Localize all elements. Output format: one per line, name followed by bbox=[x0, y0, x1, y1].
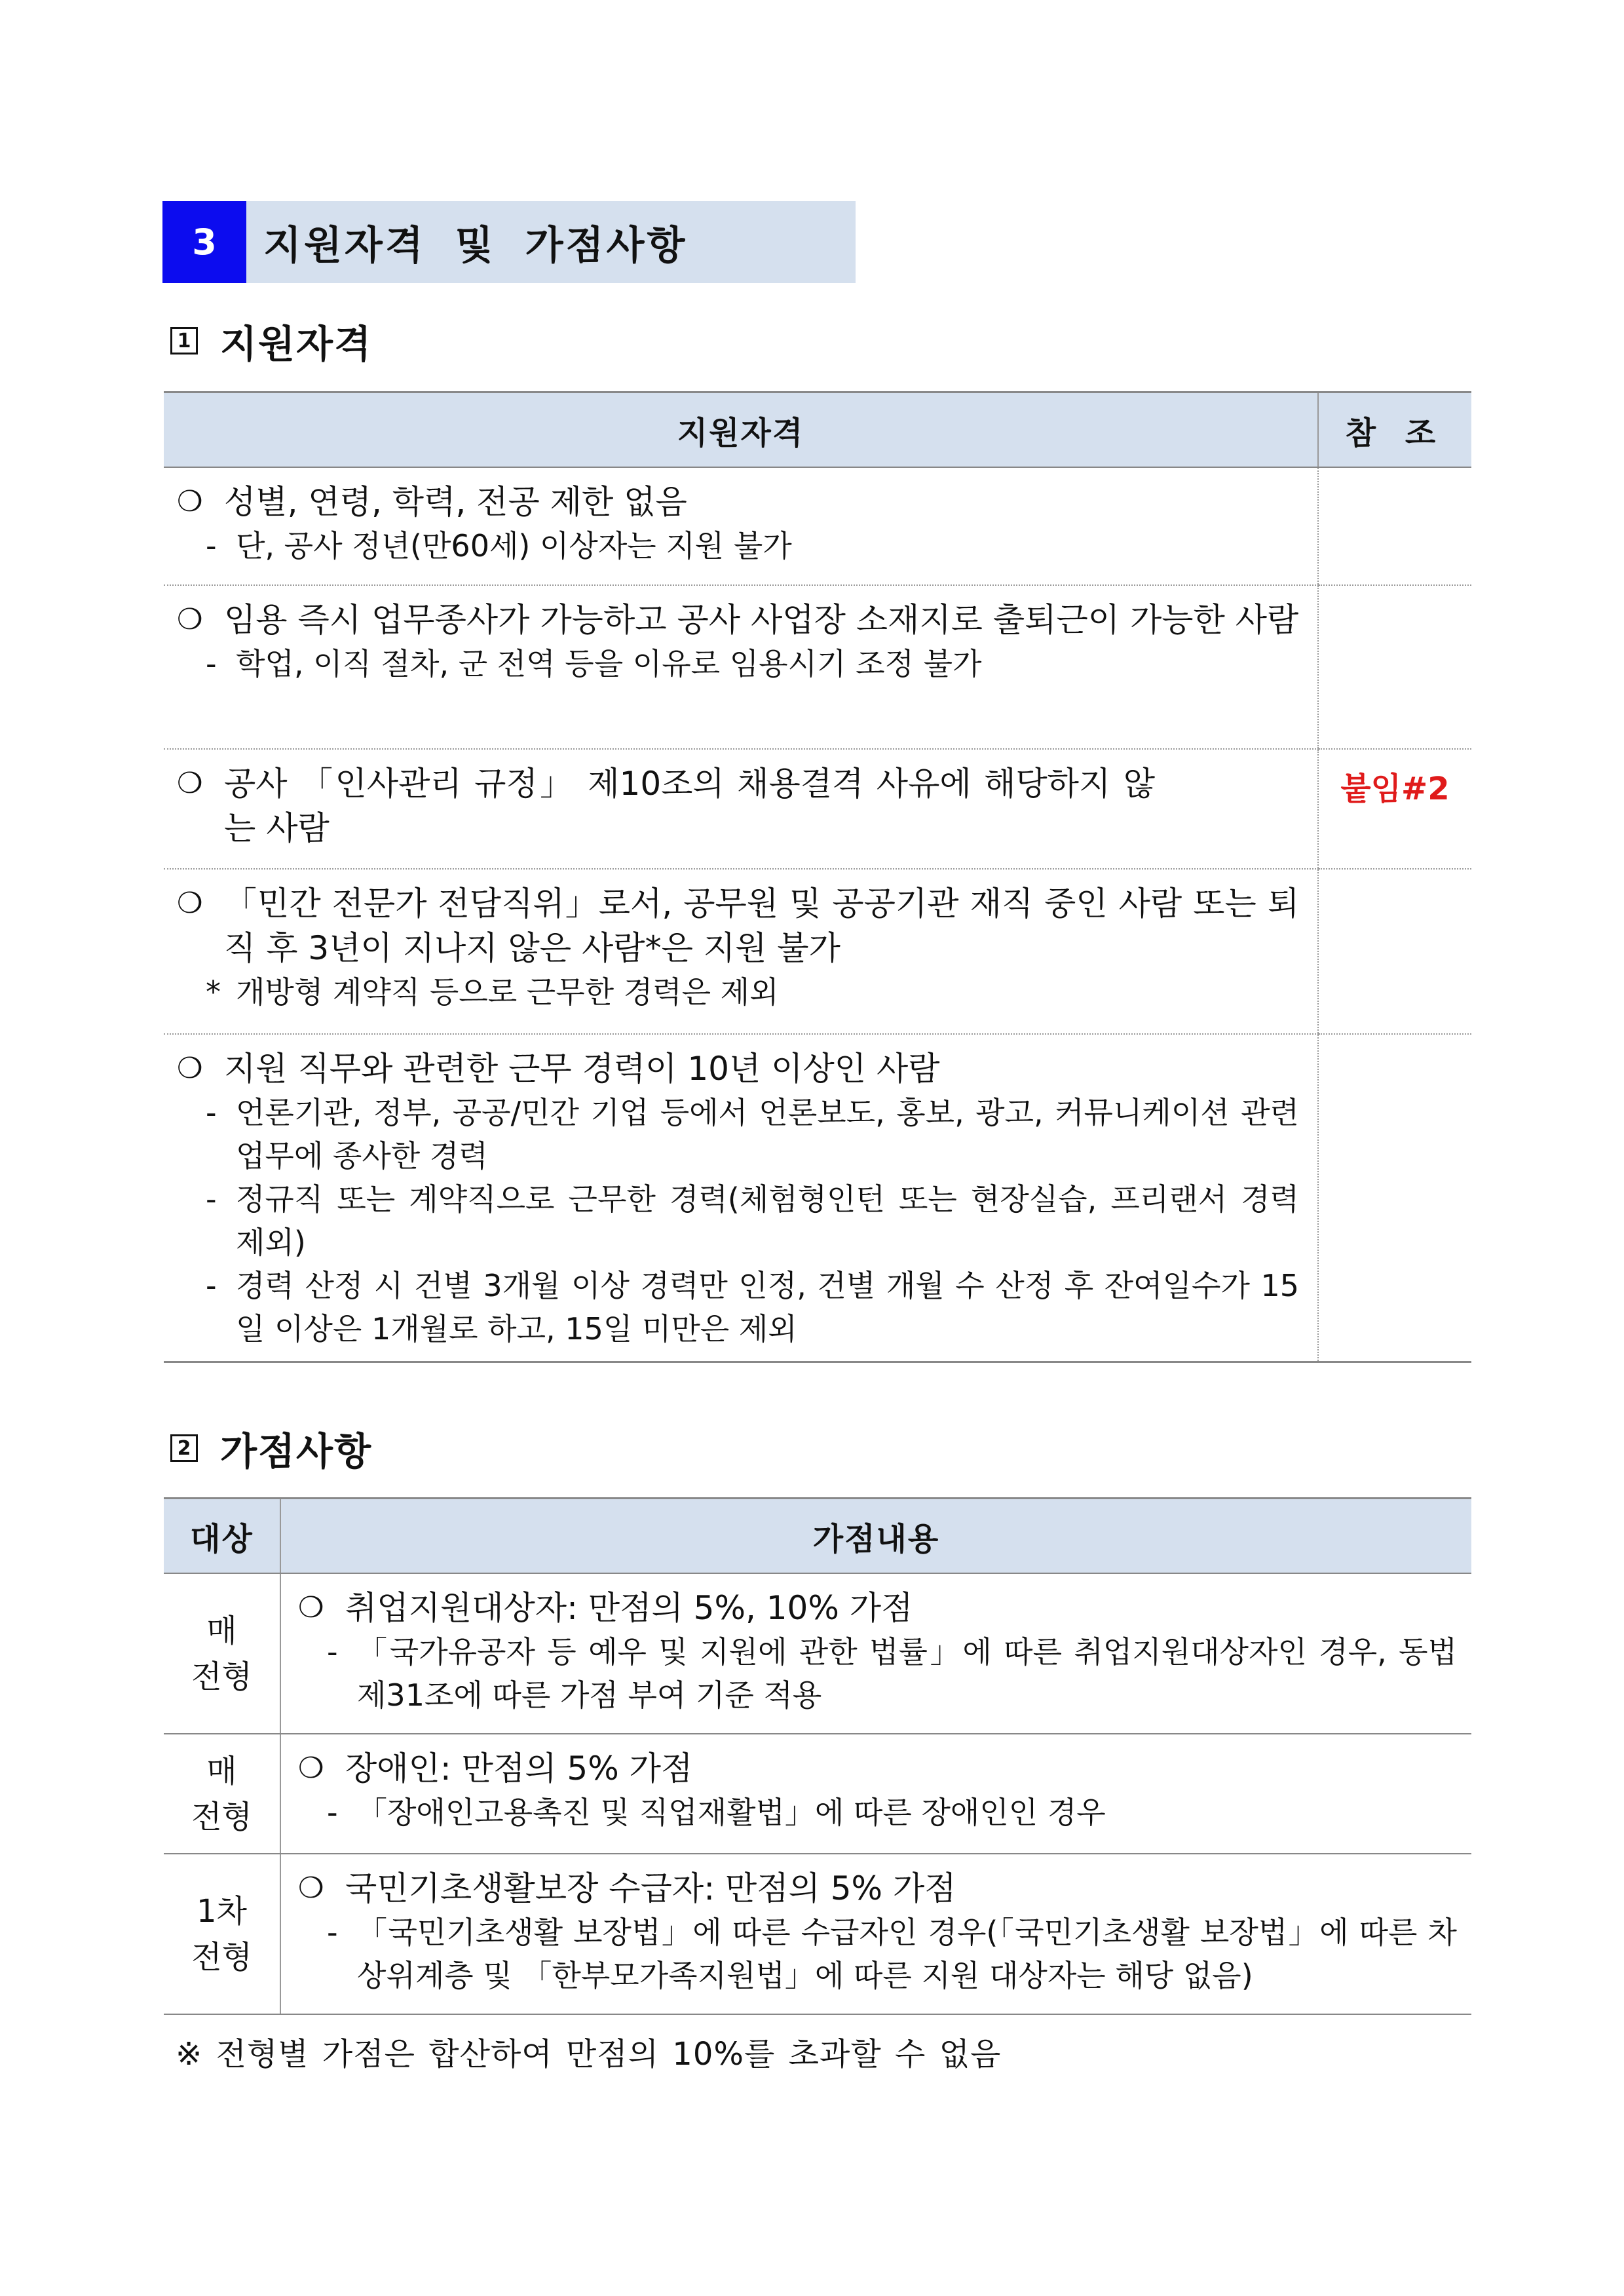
bonus-sub-text: 「국민기초생활 보장법」에 따른 수급자인 경우(「국민기초생활 보장법」에 따른 차상위계층 및 「한부모가족지원법」에 따른 지원 대상자는 해당 없음) bbox=[357, 1915, 1457, 1993]
reference-cell bbox=[1318, 869, 1471, 1034]
qualification-sub-text: 학업, 이직 절차, 군 전역 등을 이유로 임용시기 조정 불가 bbox=[236, 646, 982, 681]
qualifications-heading-text: 지원자격 bbox=[220, 322, 373, 366]
bonus-index-box: 2 bbox=[170, 1434, 198, 1462]
reference-cell bbox=[1318, 585, 1471, 749]
bullet-icon: ❍ bbox=[298, 1751, 324, 1785]
reference-text bbox=[1319, 468, 1471, 485]
sub-marker: - bbox=[206, 1268, 217, 1303]
footnote: ※ 전형별 가점은 합산하여 만점의 10%를 초과할 수 없음 bbox=[176, 2036, 1002, 2073]
bonus-target-line1: 매 bbox=[206, 1612, 237, 1649]
section-number: 3 bbox=[162, 201, 246, 283]
bonus-col-content: 가점내용 bbox=[280, 1499, 1471, 1574]
bonus-heading-text: 가점사항 bbox=[220, 1429, 373, 1474]
table-row bbox=[164, 467, 1471, 585]
qualification-sub-text: 단, 공사 정년(만60세) 이상자는 지원 불가 bbox=[236, 528, 792, 564]
bullet-icon: ❍ bbox=[177, 603, 203, 636]
bonus-target-line1: 매 bbox=[206, 1752, 237, 1789]
bullet-icon: ❍ bbox=[298, 1871, 324, 1905]
table-row bbox=[164, 585, 1471, 749]
table-row bbox=[164, 1573, 1471, 1734]
bullet-icon: ❍ bbox=[177, 1052, 203, 1085]
table-row bbox=[164, 869, 1471, 1034]
sub-marker: - bbox=[206, 1095, 217, 1130]
bonus-target-line1: 1차 bbox=[197, 1892, 247, 1930]
qualifications-col-main: 지원자격 bbox=[164, 392, 1318, 468]
bonus-main-text: 취업지원대상자: 만점의 5%, 10% 가점 bbox=[345, 1589, 913, 1627]
section-title: 지원자격 및 가점사항 bbox=[246, 201, 856, 283]
qualifications-heading bbox=[170, 313, 372, 368]
bonus-sub-text: 「장애인고용촉진 및 직업재활법」에 따른 장애인인 경우 bbox=[357, 1795, 1106, 1830]
bonus-target-cell bbox=[164, 1734, 280, 1854]
bonus-target-cell bbox=[164, 1854, 280, 2014]
sub-marker: * bbox=[206, 974, 221, 1010]
section-header bbox=[162, 201, 856, 283]
sub-marker: - bbox=[206, 528, 217, 564]
bonus-target-line2: 전형 bbox=[191, 1938, 252, 1976]
bullet-icon: ❍ bbox=[177, 887, 203, 920]
reference-text bbox=[1319, 586, 1471, 603]
reference-link-text: 붙임#2 bbox=[1340, 771, 1450, 807]
qualification-cell bbox=[164, 585, 1318, 749]
qualifications-col-ref: 참 조 bbox=[1318, 392, 1471, 468]
bullet-icon: ❍ bbox=[177, 767, 203, 800]
reference-cell bbox=[1318, 1034, 1471, 1362]
reference-cell bbox=[1318, 749, 1471, 869]
bonus-header-row bbox=[164, 1499, 1471, 1574]
qualification-sub-text: 개방형 계약직 등으로 근무한 경력은 제외 bbox=[236, 974, 779, 1010]
bonus-sub-text: 「국가유공자 등 예우 및 지원에 관한 법률」에 따른 취업지원대상자인 경우, 동법 제31조에 따른 가점 부여 기준 적용 bbox=[357, 1634, 1457, 1713]
sub-marker: - bbox=[206, 1181, 217, 1217]
qualifications-index-box: 1 bbox=[170, 327, 198, 354]
qualification-cell bbox=[164, 869, 1318, 1034]
qualification-sub-text: 언론기관, 정부, 공공/민간 기업 등에서 언론보도, 홍보, 광고, 커뮤니케이션 관련 업무에 종사한 경력 bbox=[236, 1095, 1299, 1174]
sub-marker: - bbox=[327, 1915, 338, 1950]
qualification-cell bbox=[164, 467, 1318, 585]
sub-marker: - bbox=[206, 646, 217, 681]
qualification-cell bbox=[164, 749, 1318, 869]
reference-cell bbox=[1318, 467, 1471, 585]
bonus-content-cell bbox=[280, 1573, 1471, 1734]
table-row bbox=[164, 1034, 1471, 1362]
qualification-sub-text: 정규직 또는 계약직으로 근무한 경력(체험형인턴 또는 현장실습, 프리랜서 경력 제외) bbox=[236, 1181, 1299, 1260]
bonus-content-cell bbox=[280, 1734, 1471, 1854]
sub-marker: - bbox=[327, 1634, 338, 1670]
table-row bbox=[164, 1734, 1471, 1854]
qualification-main-text: 「민간 전문가 전담직위」로서, 공무원 및 공공기관 재직 중인 사람 또는 퇴직 후 3년이 지나지 않은 사람*은 지원 불가 bbox=[224, 885, 1299, 967]
qualification-sub-text: 경력 산정 시 건별 3개월 이상 경력만 인정, 건별 개월 수 산정 후 잔여일수가 15일 이상은 1개월로 하고, 15일 미만은 제외 bbox=[236, 1268, 1299, 1347]
reference-text bbox=[1319, 870, 1471, 887]
reference-text bbox=[1319, 1035, 1471, 1052]
qualification-main-text: 공사 「인사관리 규정」 제10조의 채용결격 사유에 해당하지 않는 사람 bbox=[224, 765, 1155, 847]
bonus-target-line2: 전형 bbox=[191, 1658, 252, 1695]
qualification-main-text: 성별, 연령, 학력, 전공 제한 없음 bbox=[224, 483, 687, 521]
bullet-icon: ❍ bbox=[177, 485, 203, 518]
bullet-icon: ❍ bbox=[298, 1591, 324, 1624]
bonus-target-cell bbox=[164, 1573, 280, 1734]
table-row bbox=[164, 1854, 1471, 2014]
bonus-content-cell bbox=[280, 1854, 1471, 2014]
qualification-main-text: 지원 직무와 관련한 근무 경력이 10년 이상인 사람 bbox=[224, 1050, 940, 1088]
qualification-cell bbox=[164, 1034, 1318, 1362]
qualifications-table bbox=[164, 391, 1471, 1363]
bonus-col-target: 대상 bbox=[164, 1499, 280, 1574]
bonus-main-text: 장애인: 만점의 5% 가점 bbox=[345, 1750, 693, 1788]
bonus-target-line2: 전형 bbox=[191, 1798, 252, 1835]
table-row bbox=[164, 749, 1471, 869]
sub-marker: - bbox=[327, 1795, 338, 1830]
qualification-main-text: 임용 즉시 업무종사가 가능하고 공사 사업장 소재지로 출퇴근이 가능한 사람 bbox=[224, 601, 1299, 639]
bonus-main-text: 국민기초생활보장 수급자: 만점의 5% 가점 bbox=[345, 1869, 956, 1907]
bonus-table bbox=[164, 1497, 1471, 2015]
qualifications-header-row bbox=[164, 392, 1471, 468]
bonus-heading bbox=[170, 1421, 372, 1476]
